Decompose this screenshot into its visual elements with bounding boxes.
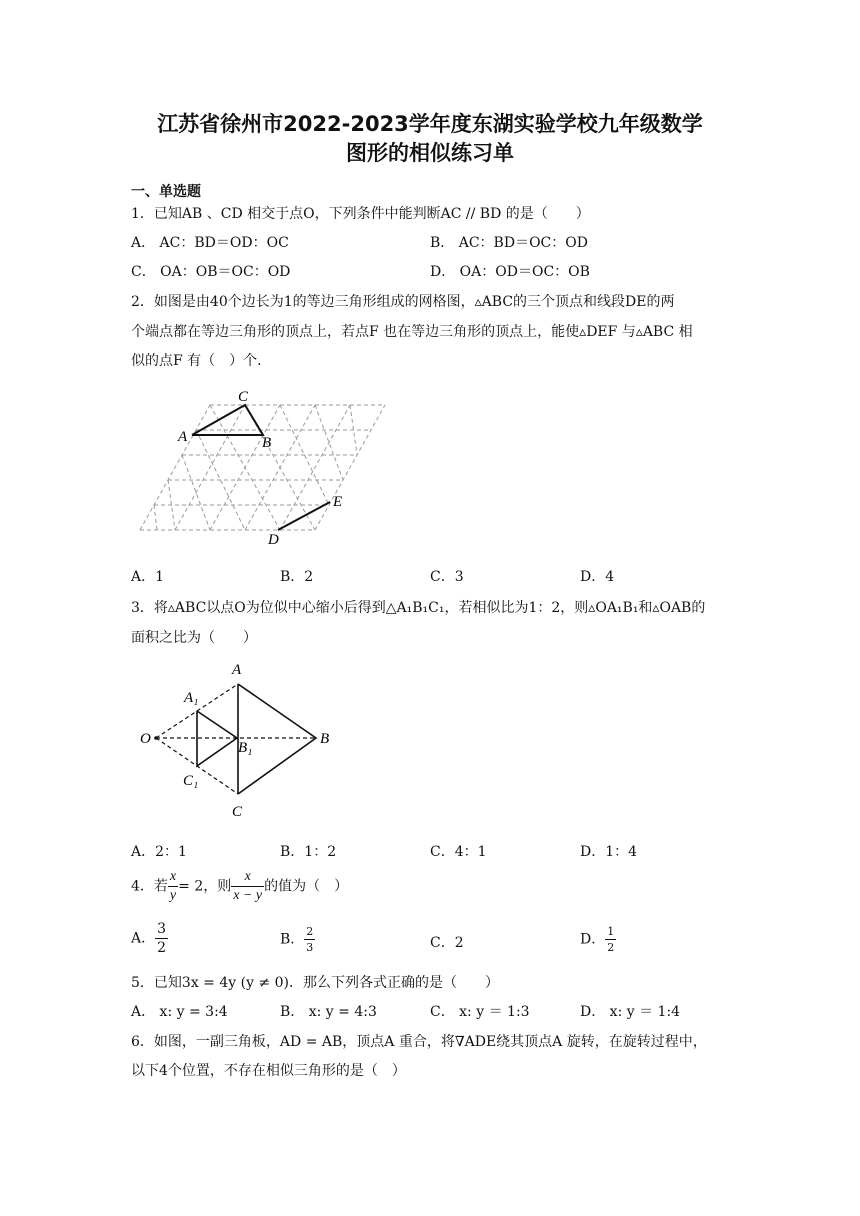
q4-suffix: 的值为（ ） [264,878,349,895]
q4-condition-rhs: = 2 [178,878,204,895]
q4-option-b-numerator: 2 [306,925,314,938]
document-title-line2: 图形的相似练习单 [346,141,514,165]
q4-option-d-denominator: 2 [607,941,615,954]
q2-grid-lines [140,405,385,530]
q2-label-d: D [268,532,279,548]
q2-option-c: C．3 [430,569,464,585]
q2-label-b: B [262,435,272,451]
q2-stem-line1: 2．如图是由40个边长为1的等边三角形组成的网格图，▵ABC的三个顶点和线段DE的两 [131,294,675,310]
q4-option-d [580,926,616,953]
q3-label-a: A [232,662,242,678]
q1-option-d: D． OA：OD＝OC：OB [430,264,590,280]
q5-option-c: C． x: y ＝ 1:3 [430,1004,530,1020]
q2-option-a: A．1 [131,569,165,585]
q4-expression-fraction [231,870,264,903]
q3-homothety-figure [130,660,350,825]
q4-option-c: C．2 [430,935,464,951]
q3-stem-line2: 面积之比为（ ） [131,630,257,646]
q4-option-a-fraction [155,922,168,955]
q3-option-c: C．4：1 [430,844,487,860]
q4-option-b-fraction [304,926,315,953]
q2-label-e: E [333,494,343,510]
q6-stem-line2: 以下4个位置，不存在相似三角形的是（ ） [131,1063,406,1079]
q2-stem-line3: 似的点F 有（ ）个． [131,353,272,369]
q4-stem [131,870,348,903]
q4-option-d-label: D． [580,931,606,948]
q3-triangle-abc-sides [238,684,316,794]
q3-point-o [154,736,158,740]
q3-label-b1: B₁ [238,740,253,756]
q6-stem-line1: 6．如图，一副三角板，AD = AB，顶点A 重合，将∇ADE绕其顶点A 旋转，在旋转过程中， [131,1034,707,1050]
q2-stem-line2: 个端点都在等边三角形的顶点上，若点F 也在等边三角形的顶点上，能使▵DEF 与▵ABC 相 [131,324,693,340]
q4-option-a-label: A． [131,930,156,947]
q4-option-a-denominator: 2 [157,940,167,956]
q4-option-a [131,922,168,955]
document-title-line1: 江苏省徐州市2022-2023学年度东湖实验学校九年级数学 [157,112,703,136]
q4-condition-numerator: x [168,870,178,887]
q3-label-o: O [140,731,151,747]
q3-option-a: A．2：1 [131,844,187,860]
q2-triangle-grid-figure [130,380,400,550]
q5-option-d: D． x: y ＝ 1:4 [580,1004,681,1020]
q1-option-c: C． OA：OB＝OC：OD [131,264,291,280]
q3-option-b: B．1：2 [280,844,337,860]
q1-option-b: B． AC：BD＝OC：OD [430,235,588,251]
q3-label-c1: C₁ [183,773,199,789]
q3-label-b: B [320,731,330,747]
q4-expression-denominator: x − y [233,888,263,903]
q3-label-a1: A₁ [184,690,199,706]
q4-option-b-denominator: 3 [306,941,314,954]
q5-option-a: A． x: y = 3:4 [131,1004,228,1020]
q5-option-b: B． x: y = 4:3 [280,1004,377,1020]
q4-expression-numerator: x [231,870,264,887]
q4-option-a-numerator: 3 [157,921,167,937]
q1-option-a: A． AC：BD＝OD：OC [131,235,289,251]
q4-option-d-fraction [605,926,616,953]
q3-stem-line1: 3．将▵ABC以点O为位似中心缩小后得到△A₁B₁C₁，若相似比为1：2，则▵OA₁B₁和▵OAB的 [131,600,706,616]
q4-condition-denominator: y [169,888,177,903]
q3-label-c: C [232,804,243,820]
q5-stem: 5．已知3x = 4y (y ≠ 0)．那么下列各式正确的是（ ） [131,975,499,991]
q4-condition-fraction [168,870,178,903]
q2-label-a: A [178,429,188,445]
q4-option-b-label: B． [280,931,305,948]
q3-option-d: D．1：4 [580,844,638,860]
q2-label-c: C [238,389,249,405]
q4-option-b [280,926,315,953]
q1-stem: 1．已知AB 、CD 相交于点O，下列条件中能判断AC // BD 的是（ ） [131,206,590,222]
q4-mid: ，则 [203,878,232,895]
q3-triangle-a1b1c1 [197,711,237,766]
q4-prefix: 4．若 [131,878,168,895]
q4-option-d-numerator: 1 [607,925,615,938]
q2-option-b: B．2 [280,569,314,585]
q2-segment-de [278,502,330,530]
section-heading: 一、单选题 [131,184,201,200]
q2-option-d: D．4 [580,569,615,585]
